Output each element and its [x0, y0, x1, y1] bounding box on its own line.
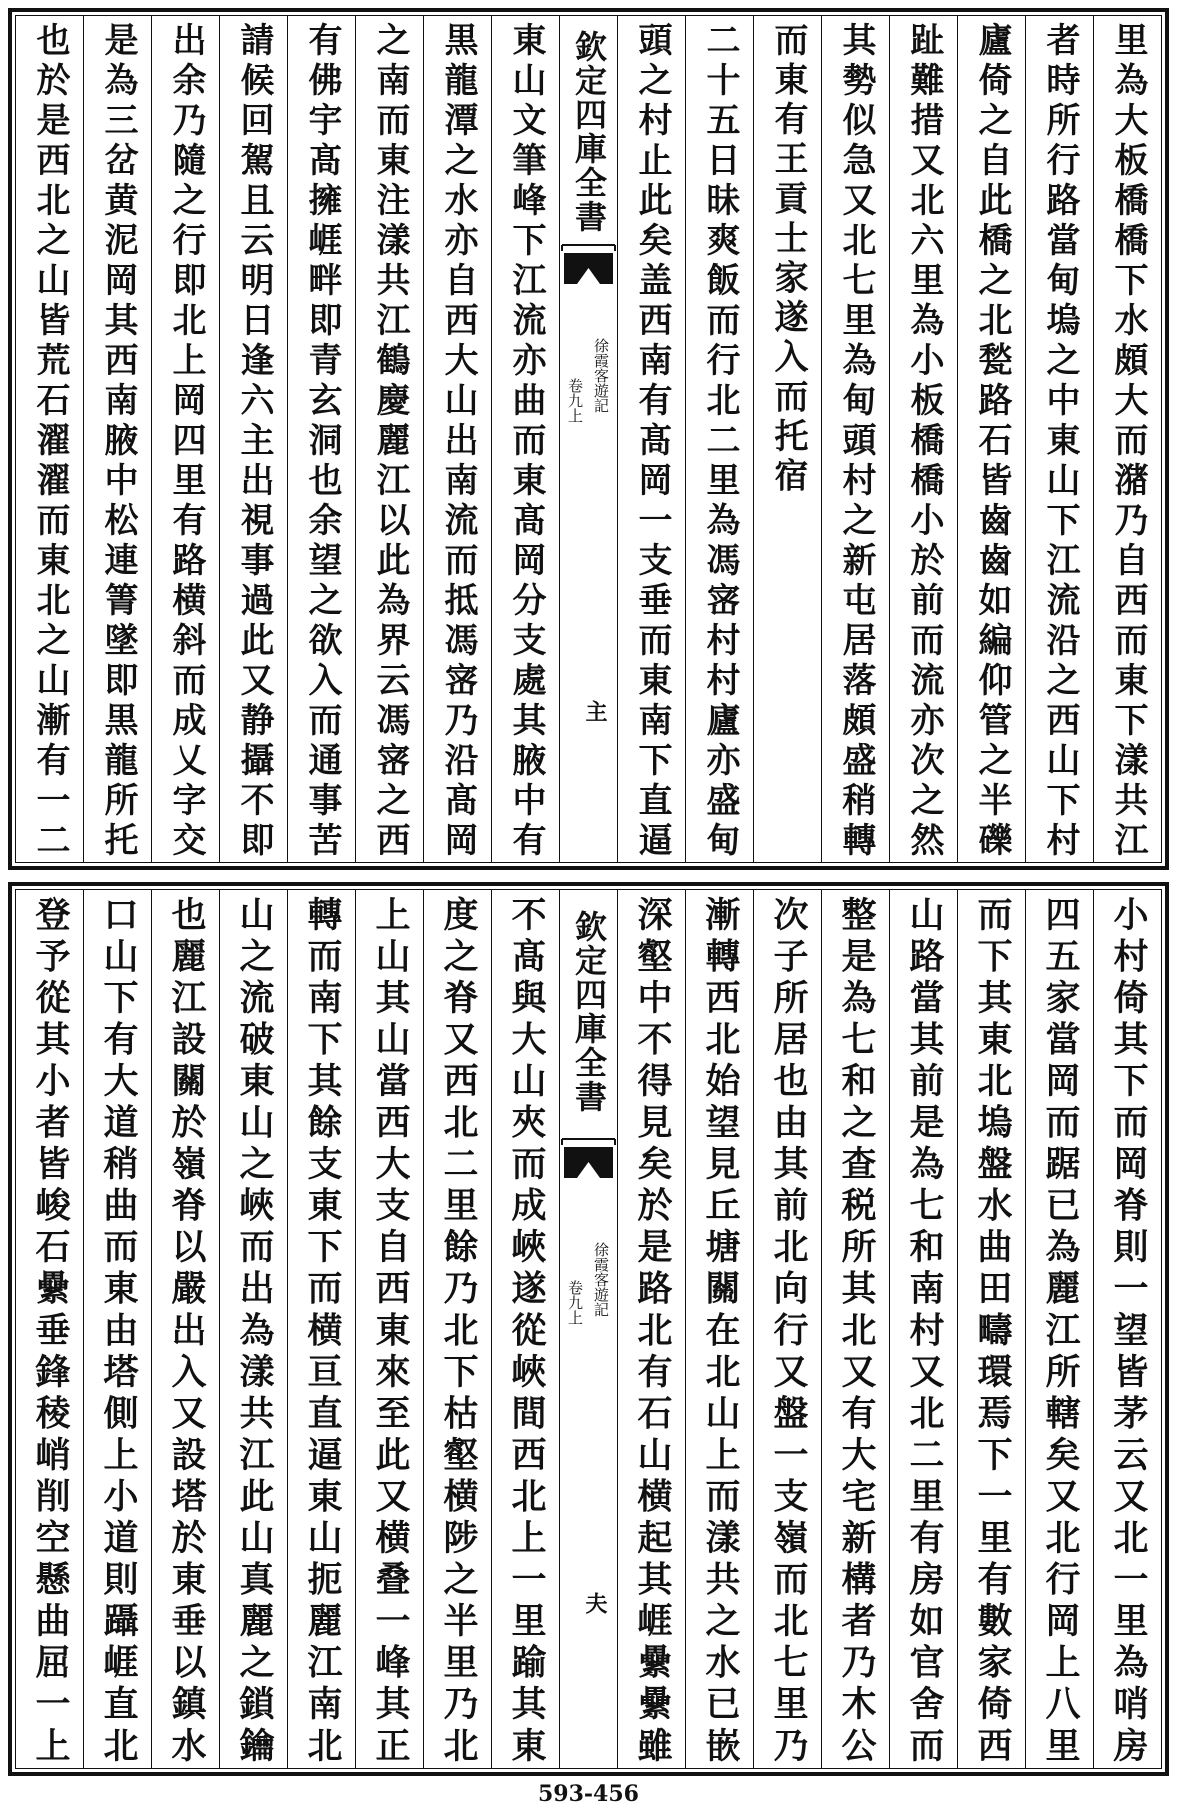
text-column: 深壑中不得見矣於是路北有石山横起其崕纍纍雖	[617, 890, 685, 1768]
text-column: 其勢似急又北七里為甸頭村之新屯居落頗盛稍轉	[821, 16, 889, 862]
text-column: 是為三岔黄泥岡其西南腋中松連箐墜即黒龍所托	[83, 16, 151, 862]
inner-frame	[15, 889, 1162, 1769]
text-column: 者時所行路當甸塢之中東山下江流沿之西山下村	[1025, 16, 1093, 862]
text-column: 小村倚其下而岡脊則一望皆茅云又北一里為哨房	[1093, 890, 1161, 1768]
text-column: 之南而東注漾共江鶴慶麗江以此為界云馮宻之西	[355, 16, 423, 862]
text-column: 次子所居也由其前北向行又盤一支嶺而北七里乃	[753, 890, 821, 1768]
text-column: 也麗江設關於嶺脊以嚴出入又設塔於東垂以鎮水	[151, 890, 219, 1768]
text-column: 頭之村止此矣盖西南有髙岡一支垂而東南下直逼	[617, 16, 685, 862]
text-column: 而東有王貢士家遂入而托宿	[753, 16, 821, 862]
fishtail-mark	[560, 1136, 617, 1182]
text-column: 口山下有大道稍曲而東由塔側上小道則躡崕直北	[83, 890, 151, 1768]
text-column: 整是為七和之查税所其北又有大宅新構者乃木公	[821, 890, 889, 1768]
folio-number: 夫	[582, 1592, 608, 1614]
volume-label: 卷九上	[566, 1280, 584, 1325]
text-column: 二十五日昧爽飯而行北二里為馮宻村村廬亦盛甸	[685, 16, 753, 862]
text-column: 東山文筆峰下江流亦曲而東髙岡分支處其腋中有	[491, 16, 559, 862]
text-column: 轉而南下其餘支東下而横亘直逼東山扼麗江南北	[287, 890, 355, 1768]
text-column: 四五家當岡而踞已為麗江所轄矣又北行岡上八里	[1025, 890, 1093, 1768]
text-column: 廬倚之自此橋之北甃路石皆齒齒如編仰管之半礫	[957, 16, 1025, 862]
fishtail-mark	[560, 242, 617, 288]
collection-title: 欽定四庫全書	[570, 30, 608, 234]
center-margin-column	[559, 16, 617, 862]
upper-leaf	[8, 8, 1169, 870]
inner-frame	[15, 15, 1162, 863]
book-title: 徐霞客遊記	[592, 1242, 610, 1317]
text-column: 漸轉西北始望見丘塘關在北山上而漾共之水已嵌	[685, 890, 753, 1768]
center-margin-column	[559, 890, 617, 1768]
text-column: 上山其山當西大支自西東來至此又横叠一峰其正	[355, 890, 423, 1768]
text-column: 而下其東北塢盤水曲田疇環焉下一里有數家倚西	[957, 890, 1025, 1768]
text-column: 請候回駕且云明日逢六主出視事過此又静攝不即	[219, 16, 287, 862]
text-column: 山路當其前是為七和南村又北二里有房如官舍而	[889, 890, 957, 1768]
page-number-caption: 593-456	[538, 1781, 639, 1807]
collection-title: 欽定四庫全書	[570, 910, 608, 1114]
text-column: 趾難措又北六里為小板橋橋小於前而流亦次之然	[889, 16, 957, 862]
text-column: 登予從其小者皆峻石纍垂鋒稜峭削空懸曲屈一上	[30, 896, 71, 1762]
text-column: 有佛宇髙擁崕畔即青玄洞也余望之欲入而通事苦	[287, 16, 355, 862]
volume-label: 卷九上	[566, 378, 584, 423]
text-column: 山之流破東山之峽而出為漾共江此山真麗之鎖鑰	[219, 890, 287, 1768]
text-column: 度之脊又西北二里餘乃北下枯壑横陟之半里乃北	[423, 890, 491, 1768]
text-column: 出余乃隨之行即北上岡四里有路横斜而成乂字交	[151, 16, 219, 862]
book-title: 徐霞客遊記	[592, 338, 610, 413]
lower-leaf	[8, 882, 1169, 1776]
text-column: 也於是西北之山皆荒石濯濯而東北之山漸有一二	[30, 22, 70, 856]
text-column: 里為大板橋橋下水頗大而潴乃自西而東下漾共江	[1093, 16, 1161, 862]
text-column: 黒龍潭之水亦自西大山出南流而抵馮宻乃沿髙岡	[423, 16, 491, 862]
text-column: 不髙與大山夾而成峽遂從峽間西北上一里踰其東	[491, 890, 559, 1768]
folio-number: 主	[582, 700, 608, 722]
